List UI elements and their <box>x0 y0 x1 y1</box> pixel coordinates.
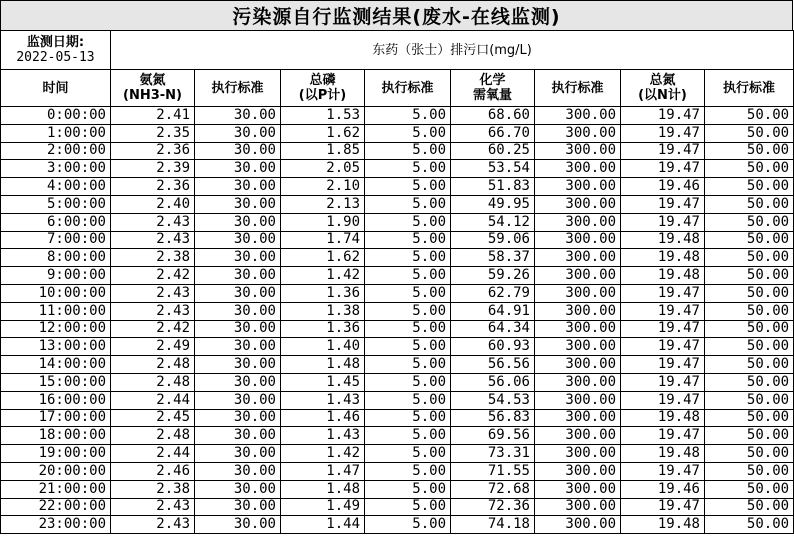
value-cell: 30.00 <box>195 445 281 463</box>
value-cell: 5.00 <box>365 284 451 302</box>
value-cell: 19.48 <box>621 409 705 427</box>
value-cell: 300.00 <box>535 320 621 338</box>
value-cell: 66.70 <box>451 124 535 142</box>
value-cell: 5.00 <box>365 178 451 196</box>
value-cell: 56.06 <box>451 373 535 391</box>
value-cell: 300.00 <box>535 427 621 445</box>
time-cell: 5:00:00 <box>1 195 111 213</box>
value-cell: 2.38 <box>111 480 195 498</box>
value-cell: 5.00 <box>365 427 451 445</box>
column-header-line: (以P计) <box>298 88 347 103</box>
value-cell: 30.00 <box>195 338 281 356</box>
value-cell: 73.31 <box>451 445 535 463</box>
value-cell: 2.13 <box>281 195 365 213</box>
table-row <box>1 107 794 125</box>
value-cell: 50.00 <box>705 445 794 463</box>
value-cell: 300.00 <box>535 462 621 480</box>
value-cell: 2.48 <box>111 427 195 445</box>
column-header <box>195 70 281 107</box>
table-row <box>1 320 794 338</box>
value-cell: 59.06 <box>451 231 535 249</box>
value-cell: 30.00 <box>195 124 281 142</box>
value-cell: 300.00 <box>535 249 621 267</box>
value-cell: 300.00 <box>535 267 621 285</box>
value-cell: 50.00 <box>705 462 794 480</box>
header-row <box>1 70 794 107</box>
value-cell: 72.68 <box>451 480 535 498</box>
table-row <box>1 160 794 178</box>
value-cell: 56.56 <box>451 356 535 374</box>
value-cell: 300.00 <box>535 391 621 409</box>
time-cell: 18:00:00 <box>1 427 111 445</box>
column-header <box>1 70 111 107</box>
column-header <box>621 70 705 107</box>
meta-row <box>1 31 794 70</box>
value-cell: 2.41 <box>111 107 195 125</box>
value-cell: 19.47 <box>621 107 705 125</box>
value-cell: 1.90 <box>281 213 365 231</box>
value-cell: 50.00 <box>705 373 794 391</box>
table-row <box>1 249 794 267</box>
time-cell: 4:00:00 <box>1 178 111 196</box>
value-cell: 58.37 <box>451 249 535 267</box>
value-cell: 5.00 <box>365 195 451 213</box>
column-header <box>705 70 794 107</box>
value-cell: 300.00 <box>535 516 621 534</box>
value-cell: 5.00 <box>365 373 451 391</box>
time-cell: 0:00:00 <box>1 107 111 125</box>
value-cell: 300.00 <box>535 338 621 356</box>
time-cell: 15:00:00 <box>1 373 111 391</box>
value-cell: 53.54 <box>451 160 535 178</box>
table-row <box>1 124 794 142</box>
value-cell: 19.47 <box>621 462 705 480</box>
value-cell: 30.00 <box>195 356 281 374</box>
value-cell: 50.00 <box>705 356 794 374</box>
time-cell: 10:00:00 <box>1 284 111 302</box>
value-cell: 30.00 <box>195 427 281 445</box>
column-header-line: 执行标准 <box>723 80 776 96</box>
value-cell: 30.00 <box>195 231 281 249</box>
column-header <box>111 70 195 107</box>
value-cell: 68.60 <box>451 107 535 125</box>
value-cell: 59.26 <box>451 267 535 285</box>
table-row <box>1 302 794 320</box>
table-row <box>1 445 794 463</box>
value-cell: 300.00 <box>535 373 621 391</box>
value-cell: 54.12 <box>451 213 535 231</box>
value-cell: 56.83 <box>451 409 535 427</box>
value-cell: 30.00 <box>195 195 281 213</box>
time-cell: 17:00:00 <box>1 409 111 427</box>
value-cell: 30.00 <box>195 160 281 178</box>
time-cell: 22:00:00 <box>1 498 111 516</box>
value-cell: 30.00 <box>195 498 281 516</box>
value-cell: 5.00 <box>365 124 451 142</box>
value-cell: 300.00 <box>535 160 621 178</box>
value-cell: 1.36 <box>281 284 365 302</box>
time-cell: 19:00:00 <box>1 445 111 463</box>
value-cell: 19.47 <box>621 195 705 213</box>
time-cell: 14:00:00 <box>1 356 111 374</box>
value-cell: 50.00 <box>705 124 794 142</box>
column-header-line: 总氮 <box>649 73 676 88</box>
value-cell: 2.10 <box>281 178 365 196</box>
column-header <box>281 70 365 107</box>
time-cell: 20:00:00 <box>1 462 111 480</box>
value-cell: 19.46 <box>621 178 705 196</box>
table-row <box>1 284 794 302</box>
value-cell: 5.00 <box>365 338 451 356</box>
value-cell: 1.85 <box>281 142 365 160</box>
value-cell: 30.00 <box>195 462 281 480</box>
value-cell: 30.00 <box>195 480 281 498</box>
value-cell: 74.18 <box>451 516 535 534</box>
value-cell: 2.43 <box>111 284 195 302</box>
value-cell: 50.00 <box>705 516 794 534</box>
value-cell: 30.00 <box>195 213 281 231</box>
value-cell: 30.00 <box>195 302 281 320</box>
value-cell: 2.36 <box>111 178 195 196</box>
value-cell: 19.47 <box>621 391 705 409</box>
value-cell: 300.00 <box>535 498 621 516</box>
value-cell: 30.00 <box>195 284 281 302</box>
value-cell: 5.00 <box>365 498 451 516</box>
table-row <box>1 427 794 445</box>
time-cell: 8:00:00 <box>1 249 111 267</box>
value-cell: 1.42 <box>281 445 365 463</box>
value-cell: 5.00 <box>365 320 451 338</box>
time-cell: 7:00:00 <box>1 231 111 249</box>
value-cell: 50.00 <box>705 409 794 427</box>
value-cell: 2.48 <box>111 356 195 374</box>
value-cell: 5.00 <box>365 213 451 231</box>
value-cell: 2.44 <box>111 391 195 409</box>
date-label: 监测日期: <box>26 35 85 50</box>
value-cell: 50.00 <box>705 427 794 445</box>
value-cell: 1.43 <box>281 427 365 445</box>
time-cell: 6:00:00 <box>1 213 111 231</box>
table-row <box>1 231 794 249</box>
value-cell: 50.00 <box>705 480 794 498</box>
value-cell: 62.79 <box>451 284 535 302</box>
table-row <box>1 498 794 516</box>
value-cell: 5.00 <box>365 160 451 178</box>
time-cell: 11:00:00 <box>1 302 111 320</box>
column-header-line: 氨氮 <box>139 73 166 88</box>
column-header-line: 时间 <box>42 80 69 96</box>
date-cell <box>1 31 111 70</box>
value-cell: 19.47 <box>621 124 705 142</box>
value-cell: 5.00 <box>365 142 451 160</box>
table-row <box>1 480 794 498</box>
value-cell: 1.74 <box>281 231 365 249</box>
table-row <box>1 178 794 196</box>
table-row <box>1 213 794 231</box>
table-row <box>1 373 794 391</box>
value-cell: 51.83 <box>451 178 535 196</box>
value-cell: 300.00 <box>535 142 621 160</box>
value-cell: 5.00 <box>365 409 451 427</box>
column-header <box>535 70 621 107</box>
value-cell: 5.00 <box>365 462 451 480</box>
value-cell: 300.00 <box>535 107 621 125</box>
value-cell: 19.46 <box>621 480 705 498</box>
value-cell: 1.62 <box>281 124 365 142</box>
value-cell: 2.43 <box>111 231 195 249</box>
value-cell: 1.46 <box>281 409 365 427</box>
value-cell: 2.43 <box>111 516 195 534</box>
column-header-line: (以N计) <box>638 88 687 103</box>
value-cell: 5.00 <box>365 445 451 463</box>
value-cell: 1.42 <box>281 267 365 285</box>
value-cell: 30.00 <box>195 391 281 409</box>
value-cell: 2.43 <box>111 302 195 320</box>
column-header <box>451 70 535 107</box>
value-cell: 2.05 <box>281 160 365 178</box>
value-cell: 2.45 <box>111 409 195 427</box>
value-cell: 5.00 <box>365 480 451 498</box>
value-cell: 19.47 <box>621 356 705 374</box>
value-cell: 19.47 <box>621 160 705 178</box>
value-cell: 19.48 <box>621 516 705 534</box>
value-cell: 1.40 <box>281 338 365 356</box>
value-cell: 50.00 <box>705 284 794 302</box>
value-cell: 50.00 <box>705 320 794 338</box>
value-cell: 49.95 <box>451 195 535 213</box>
value-cell: 5.00 <box>365 516 451 534</box>
value-cell: 50.00 <box>705 195 794 213</box>
value-cell: 5.00 <box>365 107 451 125</box>
value-cell: 19.48 <box>621 231 705 249</box>
table-row <box>1 391 794 409</box>
value-cell: 1.62 <box>281 249 365 267</box>
value-cell: 2.46 <box>111 462 195 480</box>
value-cell: 2.43 <box>111 498 195 516</box>
value-cell: 1.48 <box>281 480 365 498</box>
value-cell: 30.00 <box>195 267 281 285</box>
value-cell: 2.42 <box>111 320 195 338</box>
value-cell: 19.47 <box>621 373 705 391</box>
value-cell: 50.00 <box>705 302 794 320</box>
location-cell: 东药（张士）排污口(mg/L) <box>111 31 794 70</box>
value-cell: 50.00 <box>705 249 794 267</box>
column-header-line: 需氧量 <box>472 88 512 103</box>
value-cell: 19.47 <box>621 498 705 516</box>
value-cell: 50.00 <box>705 231 794 249</box>
table-row <box>1 267 794 285</box>
value-cell: 50.00 <box>705 178 794 196</box>
value-cell: 1.48 <box>281 356 365 374</box>
value-cell: 19.47 <box>621 427 705 445</box>
time-cell: 13:00:00 <box>1 338 111 356</box>
value-cell: 1.44 <box>281 516 365 534</box>
value-cell: 300.00 <box>535 231 621 249</box>
value-cell: 300.00 <box>535 284 621 302</box>
value-cell: 19.48 <box>621 445 705 463</box>
value-cell: 300.00 <box>535 302 621 320</box>
value-cell: 5.00 <box>365 249 451 267</box>
date-value: 2022-05-13 <box>16 50 95 65</box>
value-cell: 19.47 <box>621 213 705 231</box>
time-cell: 9:00:00 <box>1 267 111 285</box>
table-row <box>1 356 794 374</box>
value-cell: 2.44 <box>111 445 195 463</box>
value-cell: 1.47 <box>281 462 365 480</box>
value-cell: 1.43 <box>281 391 365 409</box>
value-cell: 2.35 <box>111 124 195 142</box>
value-cell: 5.00 <box>365 391 451 409</box>
value-cell: 30.00 <box>195 516 281 534</box>
table-row <box>1 195 794 213</box>
value-cell: 300.00 <box>535 178 621 196</box>
time-cell: 2:00:00 <box>1 142 111 160</box>
value-cell: 60.93 <box>451 338 535 356</box>
value-cell: 50.00 <box>705 498 794 516</box>
value-cell: 300.00 <box>535 480 621 498</box>
value-cell: 300.00 <box>535 124 621 142</box>
table-row <box>1 338 794 356</box>
table-row <box>1 516 794 534</box>
column-header-line: 执行标准 <box>211 80 264 96</box>
table-row <box>1 409 794 427</box>
time-cell: 3:00:00 <box>1 160 111 178</box>
value-cell: 30.00 <box>195 249 281 267</box>
value-cell: 64.34 <box>451 320 535 338</box>
value-cell: 300.00 <box>535 409 621 427</box>
value-cell: 2.40 <box>111 195 195 213</box>
column-header-line: 执行标准 <box>551 80 604 96</box>
time-cell: 23:00:00 <box>1 516 111 534</box>
value-cell: 2.48 <box>111 373 195 391</box>
column-header-line: 化学 <box>479 73 506 88</box>
value-cell: 30.00 <box>195 178 281 196</box>
value-cell: 50.00 <box>705 160 794 178</box>
value-cell: 2.42 <box>111 267 195 285</box>
time-cell: 1:00:00 <box>1 124 111 142</box>
value-cell: 5.00 <box>365 267 451 285</box>
value-cell: 300.00 <box>535 356 621 374</box>
table-row <box>1 142 794 160</box>
value-cell: 19.47 <box>621 320 705 338</box>
value-cell: 71.55 <box>451 462 535 480</box>
value-cell: 2.36 <box>111 142 195 160</box>
value-cell: 5.00 <box>365 302 451 320</box>
time-cell: 16:00:00 <box>1 391 111 409</box>
value-cell: 300.00 <box>535 445 621 463</box>
value-cell: 30.00 <box>195 320 281 338</box>
sheet-title: 污染源自行监测结果(废水-在线监测) <box>0 0 793 31</box>
value-cell: 50.00 <box>705 142 794 160</box>
value-cell: 5.00 <box>365 356 451 374</box>
value-cell: 54.53 <box>451 391 535 409</box>
value-cell: 1.53 <box>281 107 365 125</box>
value-cell: 19.48 <box>621 267 705 285</box>
value-cell: 19.47 <box>621 302 705 320</box>
value-cell: 30.00 <box>195 107 281 125</box>
value-cell: 50.00 <box>705 267 794 285</box>
value-cell: 1.49 <box>281 498 365 516</box>
value-cell: 50.00 <box>705 338 794 356</box>
value-cell: 2.38 <box>111 249 195 267</box>
value-cell: 1.36 <box>281 320 365 338</box>
column-header-line: 总磷 <box>309 73 336 88</box>
column-header-line: (NH3-N) <box>123 88 182 103</box>
column-header <box>365 70 451 107</box>
value-cell: 19.47 <box>621 338 705 356</box>
value-cell: 2.43 <box>111 213 195 231</box>
time-cell: 21:00:00 <box>1 480 111 498</box>
table-row <box>1 462 794 480</box>
value-cell: 50.00 <box>705 213 794 231</box>
time-cell: 12:00:00 <box>1 320 111 338</box>
column-header-line: 执行标准 <box>381 80 434 96</box>
value-cell: 1.38 <box>281 302 365 320</box>
value-cell: 30.00 <box>195 409 281 427</box>
value-cell: 50.00 <box>705 391 794 409</box>
monitoring-table <box>0 30 794 534</box>
value-cell: 2.49 <box>111 338 195 356</box>
value-cell: 5.00 <box>365 231 451 249</box>
value-cell: 1.45 <box>281 373 365 391</box>
value-cell: 30.00 <box>195 373 281 391</box>
value-cell: 300.00 <box>535 195 621 213</box>
value-cell: 50.00 <box>705 107 794 125</box>
value-cell: 300.00 <box>535 213 621 231</box>
value-cell: 69.56 <box>451 427 535 445</box>
value-cell: 30.00 <box>195 142 281 160</box>
value-cell: 2.39 <box>111 160 195 178</box>
value-cell: 60.25 <box>451 142 535 160</box>
value-cell: 64.91 <box>451 302 535 320</box>
value-cell: 19.47 <box>621 142 705 160</box>
value-cell: 19.48 <box>621 249 705 267</box>
value-cell: 72.36 <box>451 498 535 516</box>
value-cell: 19.47 <box>621 284 705 302</box>
